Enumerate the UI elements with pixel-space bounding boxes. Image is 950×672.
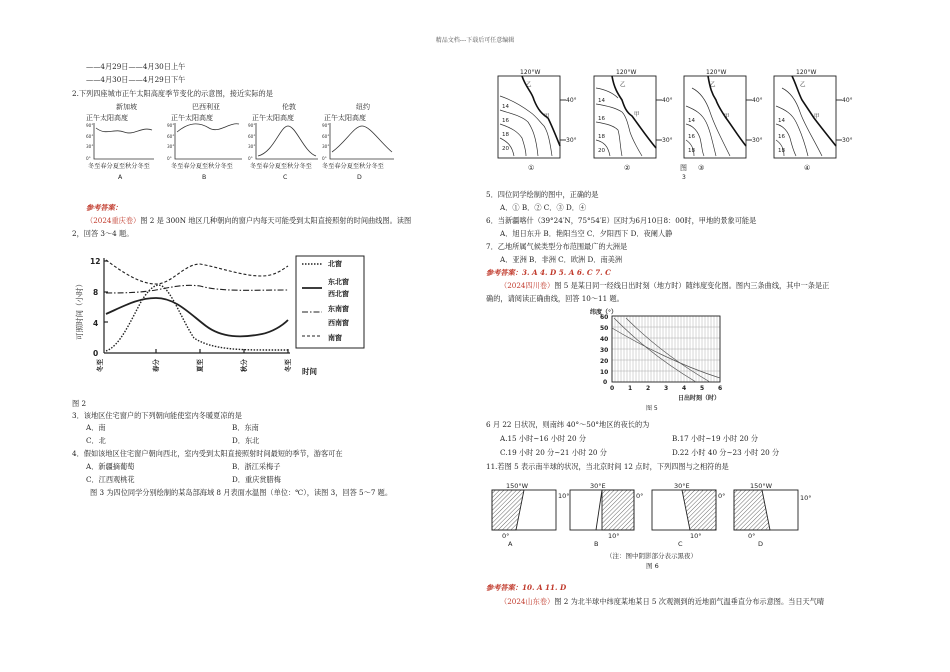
svg-text:16: 16 (598, 116, 605, 122)
svg-text:16: 16 (688, 134, 695, 140)
question-5: 5．四位同学绘制的图中，正确的是 (486, 190, 599, 199)
map-jia: 甲 (724, 114, 730, 120)
svg-text:30°: 30° (662, 137, 673, 144)
figure-note: （注：图中阴影部分表示黑夜） (606, 552, 697, 560)
svg-text:20: 20 (502, 146, 509, 152)
intro-text: 2，回答 3～4 题。 (72, 229, 134, 238)
figure-caption: 3 (682, 174, 686, 181)
option-label: A (118, 174, 123, 181)
meridian-label: 150°W (750, 482, 773, 490)
map-jia: 甲 (814, 114, 820, 120)
y-tick: 50 (600, 325, 609, 332)
legend-entry: 东南窗 (328, 305, 349, 313)
intro-text: （2024四川卷）图 5 是某日同一经线日出时刻（地方时）随纬度变化图。图内三条曲线，其中一条是正 (500, 281, 830, 290)
legend-entry: 西北窗 (328, 290, 349, 298)
noon-label: 正午太阳高度 (252, 114, 294, 122)
svg-text:0°: 0° (248, 156, 253, 161)
noon-label: 正午太阳高度 (171, 114, 213, 122)
svg-text:30°: 30° (322, 144, 330, 149)
season-axis: 冬至春分夏至秋分冬至 (250, 163, 312, 170)
longitude-label: 120°W (616, 69, 637, 76)
x-tick: 2 (646, 385, 651, 392)
map-label: ④ (804, 164, 811, 172)
figure-caption: 图 6 (646, 562, 659, 570)
legend-entry: 东北窗 (328, 278, 349, 286)
map-yi: 乙 (620, 82, 626, 88)
map-yi: 乙 (800, 82, 806, 88)
svg-text:18: 18 (778, 148, 785, 154)
svg-text:14: 14 (502, 104, 509, 110)
svg-text:10°: 10° (608, 532, 620, 540)
x-tick: 夏至 (196, 359, 204, 372)
option: D.22 小时 40 分~23 小时 20 分 (672, 448, 780, 457)
figure-caption: 图 (680, 164, 687, 172)
options: A．亚洲 B．非洲 C．欧洲 D．南美洲 (500, 255, 623, 264)
option-label: C (678, 540, 683, 548)
option: C．北 (86, 436, 106, 445)
intro-text: 图 3 为四位同学分别绘制的某岛部海域 8 月表面水温图（单位：℃），读图 3，回答 5～7 题。 (90, 488, 393, 497)
y-axis-label: 可照时间（小时） (75, 280, 84, 340)
svg-text:10°: 10° (558, 492, 570, 500)
svg-text:90°: 90° (86, 123, 94, 128)
text-line: ——4月29日——4月30日上午 (86, 62, 186, 71)
season-axis: 冬至春分夏至秋分冬至 (322, 163, 384, 170)
y-tick: 30 (600, 347, 609, 354)
option-label: B (594, 540, 599, 548)
noon-altitude-charts (74, 100, 414, 182)
city-label: 新加坡 (116, 103, 137, 111)
svg-text:60°: 60° (86, 134, 94, 139)
intro-text: （2024重庆卷）图 2 是 300N 地区几种朝向的窗户内每天可能受到太阳直接照射的时间曲线图。读图 (86, 216, 412, 225)
svg-text:0°: 0° (718, 492, 726, 500)
y-axis-label: 纬度（°） (590, 309, 618, 316)
svg-text:40°: 40° (662, 97, 673, 104)
reference-answer: 参考答案：3. A 4. D 5. A 6. C 7. C (486, 268, 611, 277)
option: B．东南 (232, 423, 259, 432)
page-header: 精品文档---下载后可任意编辑 (435, 37, 515, 44)
svg-text:90°: 90° (248, 123, 256, 128)
noon-label: 正午太阳高度 (86, 114, 128, 122)
longitude-label: 120°W (520, 69, 541, 76)
question-10: 6 月 22 日状况，则南纬 40°～50°地区的夜长的为 (486, 420, 650, 429)
map-yi: 乙 (710, 82, 716, 88)
svg-text:10°: 10° (800, 494, 812, 502)
city-label: 巴西利亚 (192, 103, 220, 111)
option: C．江西观桃花 (86, 475, 135, 484)
map-label: ① (528, 164, 535, 172)
svg-text:0°: 0° (748, 532, 756, 540)
intro-text: 确的，请阅读正确曲线，回答 10～11 题。 (486, 294, 624, 303)
question-3: 3．该地区住宅窗户的下列朝向能使室内冬暖夏凉的是 (72, 411, 242, 420)
legend-entry: 北窗 (328, 260, 342, 268)
map-jia: 甲 (634, 112, 640, 118)
x-tick: 5 (700, 385, 705, 392)
svg-text:30°: 30° (752, 137, 763, 144)
svg-text:30°: 30° (566, 137, 577, 144)
svg-text:0°: 0° (502, 532, 510, 540)
meridian-label: 30°E (590, 482, 606, 490)
svg-text:40°: 40° (752, 97, 763, 104)
x-axis-label: 日出时刻（时） (678, 395, 721, 402)
x-tick: 4 (682, 385, 687, 392)
options: A．① B．② C．③ D．④ (500, 203, 587, 212)
svg-text:0°: 0° (636, 492, 644, 500)
sunrise-latitude-chart (586, 306, 746, 412)
svg-text:18: 18 (502, 132, 509, 138)
option-label: D (758, 540, 764, 548)
option: A．新疆摘葡萄 (86, 462, 135, 471)
text-line: ——4月30日——4月29日下午 (86, 75, 186, 84)
option: D．重庆赏腊梅 (232, 475, 281, 484)
y-tick: 60 (600, 314, 609, 321)
x-tick: 冬至 (284, 359, 292, 372)
water-temperature-maps (486, 66, 866, 184)
question-4: 4．假如该地区住宅窗户朝向西北，室内受到太阳直接照射时间最短的季节，游客可在 (72, 449, 343, 458)
y-tick: 8 (93, 288, 99, 297)
question-6: 6．当新疆喀什（39°24′N，75°54′E）区时为6月10日8：00时，甲地的景象可能是 (486, 216, 757, 225)
y-tick: 12 (90, 257, 101, 266)
y-tick: 4 (93, 319, 99, 328)
x-tick: 春分 (152, 359, 160, 372)
svg-text:40°: 40° (566, 97, 577, 104)
longitude-label: 120°W (796, 69, 817, 76)
meridian-label: 150°W (506, 482, 529, 490)
option: B.17 小时~19 小时 20 分 (672, 434, 759, 443)
svg-text:14: 14 (778, 118, 785, 124)
svg-text:60°: 60° (167, 134, 175, 139)
day-night-diagrams (486, 478, 846, 570)
longitude-label: 120°W (706, 69, 727, 76)
map-yi: 乙 (526, 82, 532, 88)
options: A．旭日东升 B．艳阳当空 C．夕阳西下 D．夜阑人静 (500, 229, 673, 238)
option: B．浙江采梅子 (232, 462, 281, 471)
svg-text:60°: 60° (322, 134, 330, 139)
map-label: ③ (698, 164, 705, 172)
reference-answer: 参考答案： (86, 203, 122, 212)
option: D．东北 (232, 436, 260, 445)
option-label: B (202, 174, 207, 181)
x-tick: 1 (628, 385, 633, 392)
option: A.15 小时~16 小时 20 分 (500, 434, 587, 443)
y-tick: 10 (600, 369, 609, 376)
svg-text:14: 14 (688, 118, 695, 124)
x-tick: 冬至 (96, 359, 104, 372)
legend-entry: 西南窗 (328, 319, 349, 327)
meridian-label: 30°E (674, 482, 690, 490)
svg-text:16: 16 (778, 134, 785, 140)
sunshine-window-chart (72, 250, 392, 380)
intro-text: （2024山东卷）图 2 为北半球中纬度某地某日 5 次观测到的近地面气温垂直分布示意图。当日天气晴 (500, 597, 825, 606)
svg-text:40°: 40° (842, 97, 853, 104)
figure-caption: 图 2 (72, 399, 87, 408)
question-7: 7．乙地所属气候类型分布范围最广的大洲是 (486, 242, 628, 251)
option-label: A (508, 540, 513, 548)
x-tick: 秋分 (240, 359, 248, 372)
svg-text:30°: 30° (167, 144, 175, 149)
season-axis: 冬至春分夏至秋分冬至 (171, 163, 233, 170)
reference-answer: 参考答案：10. A 11. D (486, 583, 567, 592)
y-tick: 40 (600, 336, 609, 343)
city-label: 伦敦 (282, 103, 296, 111)
svg-text:16: 16 (502, 118, 509, 124)
svg-text:30°: 30° (842, 137, 853, 144)
option-label: C (283, 174, 288, 181)
option: A．南 (86, 423, 106, 432)
option: C.19 小时 20 分~21 小时 20 分 (500, 448, 607, 457)
svg-text:18: 18 (688, 148, 695, 154)
x-tick: 6 (718, 385, 723, 392)
svg-text:14: 14 (598, 98, 605, 104)
svg-text:30°: 30° (86, 144, 94, 149)
x-tick: 0 (610, 385, 615, 392)
y-tick: 20 (600, 358, 609, 365)
svg-text:0°: 0° (167, 156, 172, 161)
x-axis-label: 时间 (302, 367, 317, 376)
svg-text:0°: 0° (86, 156, 91, 161)
svg-text:30°: 30° (248, 144, 256, 149)
question-2: 2.下列四座城市正午太阳高度季节变化的示意图，接近实际的是 (72, 89, 273, 98)
svg-text:10°: 10° (690, 532, 702, 540)
figure-caption: 图 5 (646, 405, 658, 412)
city-label: 纽约 (356, 103, 370, 111)
svg-text:0°: 0° (322, 156, 327, 161)
option-label: D (357, 174, 362, 181)
y-tick: 0 (603, 379, 608, 386)
x-tick: 3 (664, 385, 669, 392)
svg-text:90°: 90° (322, 123, 330, 128)
question-11: 11.若图 5 表示南半球的状况，当北京时间 12 点时，下列四图与之相符的是 (486, 462, 729, 471)
legend-entry: 南窗 (328, 334, 342, 342)
svg-text:90°: 90° (167, 123, 175, 128)
svg-text:20: 20 (598, 148, 605, 154)
noon-label: 正午太阳高度 (324, 114, 366, 122)
svg-text:18: 18 (598, 134, 605, 140)
map-label: ② (624, 164, 631, 172)
y-tick: 0 (93, 349, 99, 358)
svg-text:60°: 60° (248, 134, 256, 139)
map-jia: 甲 (544, 114, 550, 120)
season-axis: 冬至春分夏至秋分冬至 (88, 163, 150, 170)
